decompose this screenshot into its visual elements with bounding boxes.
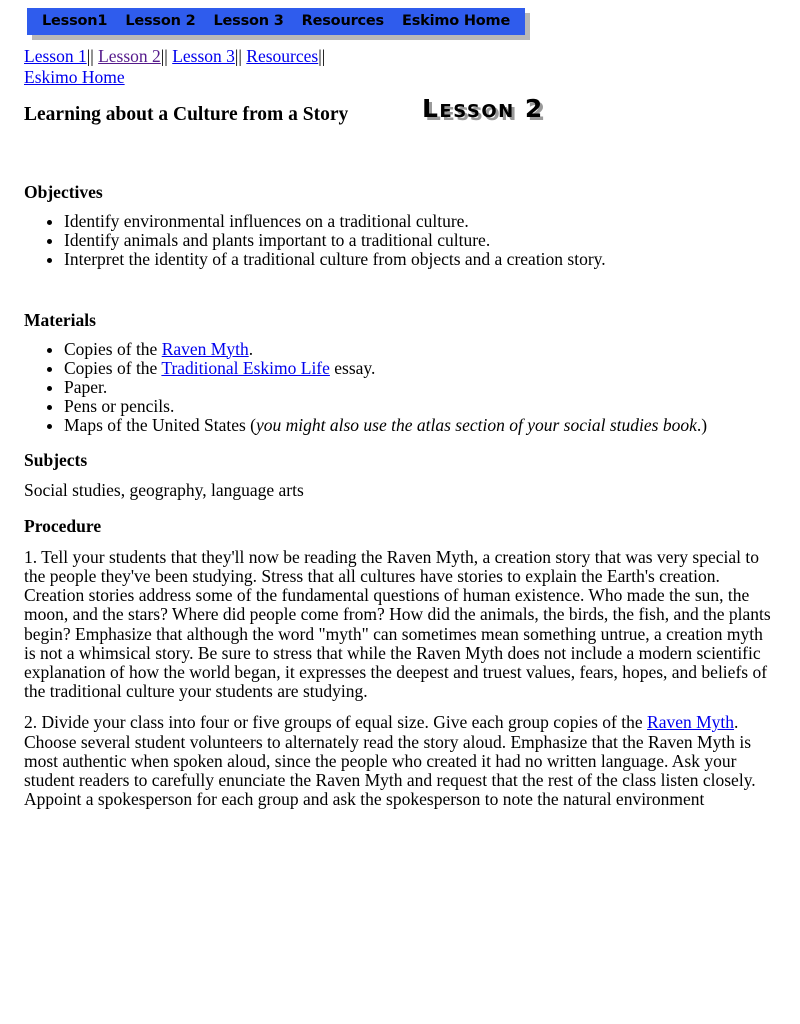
decorative-image-placeholder-1 bbox=[24, 126, 776, 182]
list-item: • Pens or pencils. bbox=[64, 397, 776, 416]
text-nav-link-resources[interactable]: Resources bbox=[246, 46, 319, 66]
text-nav-separator-1: || bbox=[86, 46, 94, 66]
section-gap-procedure bbox=[24, 500, 776, 516]
materials-item2-text-before: Copies of the bbox=[64, 357, 162, 378]
banner-nav bbox=[27, 8, 525, 35]
list-item: • Paper. bbox=[64, 378, 776, 397]
section-heading-procedure: Procedure bbox=[24, 515, 102, 536]
text-nav-link-eskimo-home[interactable]: Eskimo Home bbox=[24, 66, 125, 87]
traditional-eskimo-life-link[interactable]: Traditional Eskimo Life bbox=[161, 357, 330, 378]
materials-item1-text-after: . bbox=[248, 338, 254, 359]
list-item bbox=[64, 359, 776, 378]
raven-myth-link[interactable]: Raven Myth bbox=[647, 712, 735, 733]
materials-item5-text-after: .) bbox=[696, 415, 708, 436]
text-nav-link-lesson1[interactable]: Lesson 1 bbox=[24, 46, 87, 66]
materials-item2-text-after: essay. bbox=[329, 357, 376, 378]
content-area bbox=[0, 104, 800, 809]
banner-nav-resources[interactable]: Resources bbox=[301, 13, 384, 30]
text-nav bbox=[24, 40, 354, 87]
page-title: Learning about a Culture from a Story bbox=[24, 104, 349, 125]
procedure-step-1: 1. Tell your students that they'll now be reading the Raven Myth, a creation story that was very special to the people they've been studying. Stress that all cultures have stories to explain the Earth's creation. Creation stories address some of the fundamental questions of human existence. Who made the sun, the moon, and the stars? Where did people come from? How did the animals, the birds, the fish, and the plants begin? Emphasize that although the word "myth" can sometimes mean something untrue, a creation myth is not a whimsical story. Be sure to stress that while the Raven Myth does not include a modern scientific explanation of how the world began, it expresses the deepest and truest values, fears, hopes, and beliefs of the traditional culture your students are studying. bbox=[24, 546, 771, 702]
materials-item1-text-before: Copies of the bbox=[64, 338, 162, 359]
banner-nav-lesson1[interactable]: Lesson1 bbox=[42, 13, 108, 30]
list-item: • Identify environmental influences on a traditional culture. bbox=[64, 212, 776, 231]
banner-nav-eskimo-home[interactable]: Eskimo Home bbox=[401, 13, 511, 30]
objectives-list bbox=[24, 212, 776, 270]
banner-nav-lesson2[interactable]: Lesson 2 bbox=[125, 13, 196, 30]
text-nav-link-lesson2[interactable]: Lesson 2 bbox=[98, 46, 161, 66]
section-heading-materials: Materials bbox=[24, 309, 96, 330]
decorative-image-placeholder-2 bbox=[24, 270, 776, 310]
banner-nav-wrapper bbox=[0, 0, 800, 40]
text-nav-link-lesson3[interactable]: Lesson 3 bbox=[172, 46, 235, 66]
text-nav-separator-4: || bbox=[318, 46, 326, 66]
raven-myth-link[interactable]: Raven Myth bbox=[161, 338, 249, 359]
materials-item5-text-before: Maps of the United States ( bbox=[64, 415, 256, 436]
list-item bbox=[64, 340, 776, 359]
section-gap-subjects bbox=[24, 436, 776, 450]
list-item bbox=[64, 416, 776, 435]
procedure-step2-text-before: 2. Divide your class into four or five groups of equal size. Give each group copies of the bbox=[24, 712, 648, 733]
text-nav-separator-2: || bbox=[160, 46, 168, 66]
banner-nav-lesson3[interactable]: Lesson 3 bbox=[213, 13, 284, 30]
procedure-step2-text-after: . Choose several student volunteers to alternately read the story aloud. Emphasize that the Raven Myth is most authentic when spoken aloud, since the people who created it had no written language. Ask your student readers to carefully enunciate the Raven Myth and request that the rest of the class listen closely. Appoint a spokesperson for each group and ask the spokesperson to note the natural environment bbox=[24, 712, 756, 810]
lesson-title-graphic: Lesson 2 bbox=[422, 94, 544, 123]
section-heading-subjects: Subjects bbox=[24, 449, 88, 470]
list-item: • Identify animals and plants important to a traditional culture. bbox=[64, 231, 776, 250]
procedure-step-2 bbox=[24, 713, 776, 809]
materials-item5-emphasis: you might also use the atlas section of your social studies book bbox=[255, 415, 697, 436]
materials-list bbox=[24, 340, 776, 436]
text-nav-separator-3: || bbox=[234, 46, 242, 66]
section-heading-objectives: Objectives bbox=[24, 182, 103, 202]
subjects-text: Social studies, geography, language arts bbox=[24, 479, 304, 500]
list-item: • Interpret the identity of a traditional culture from objects and a creation story. bbox=[64, 250, 776, 269]
